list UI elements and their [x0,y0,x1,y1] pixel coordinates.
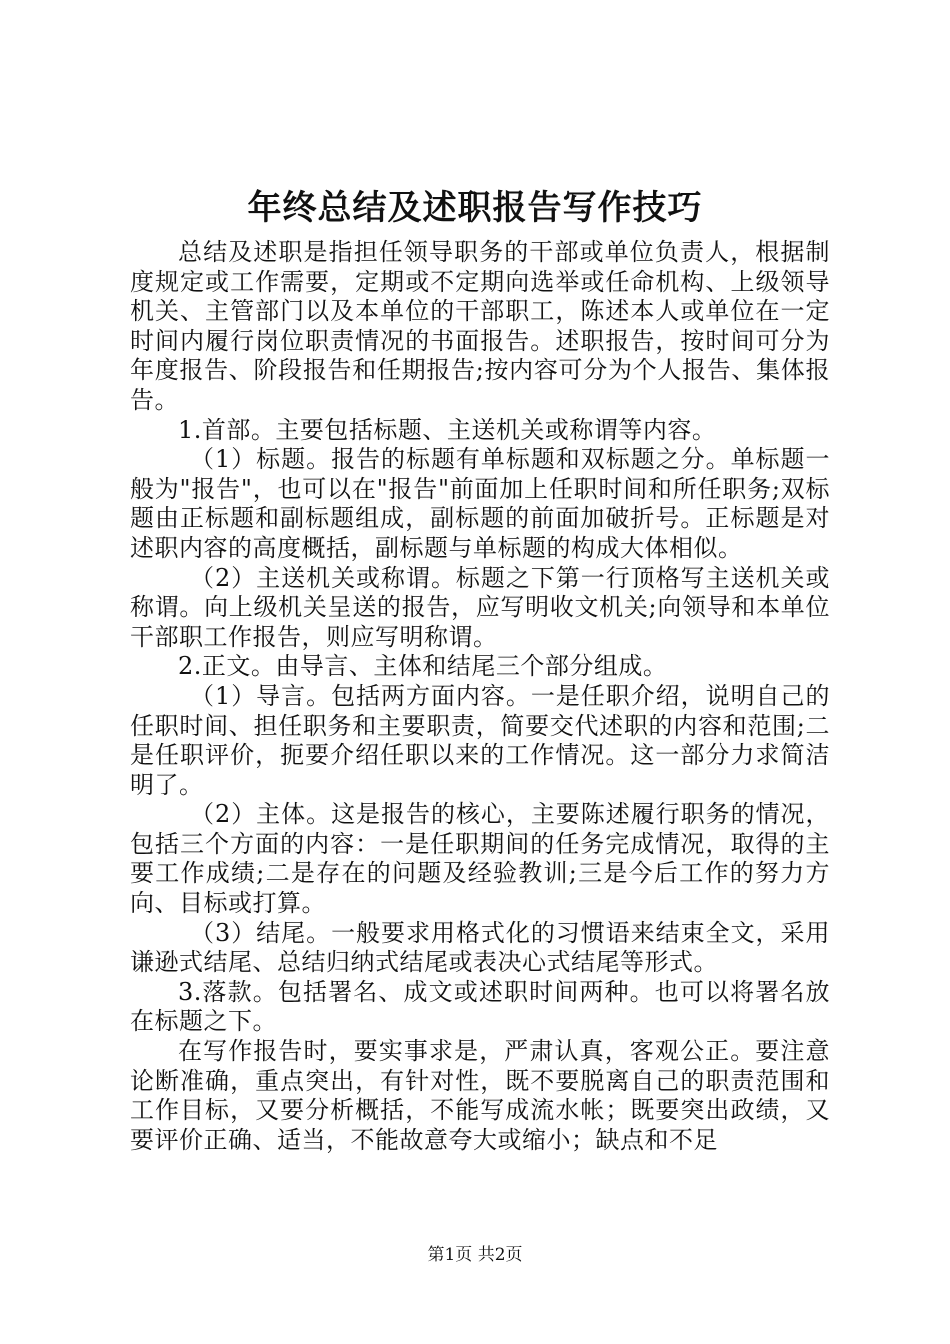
paragraph-section-2-2: （2）主体。这是报告的核心，主要陈述履行职务的情况，包括三个方面的内容：一是任职期间的任务完成情况，取得的主要工作成绩;二是存在的问题及经验教训;三是今后工作的努力方向、目标或打算。 [130,800,830,918]
paragraph-section-3: 3.落款。包括署名、成文或述职时间两种。也可以将署名放在标题之下。 [130,977,830,1036]
paragraph-section-2-1: （1）导言。包括两方面内容。一是任职介绍，说明自己的任职时间、担任职务和主要职责，简要交代述职的内容和范围;二是任职评价，扼要介绍任职以来的工作情况。这一部分力求简洁明了。 [130,681,830,799]
paragraph-section-2-3: （3）结尾。一般要求用格式化的习惯语来结束全文，采用谦逊式结尾、总结归纳式结尾或表决心式结尾等形式。 [130,918,830,977]
paragraph-intro: 总结及述职是指担任领导职务的干部或单位负责人，根据制度规定或工作需要，定期或不定期向选举或任命机构、上级领导机关、主管部门以及本单位的干部职工，陈述本人或单位在一定时间内履行岗位职责情况的书面报告。述职报告，按时间可分为年度报告、阶段报告和任期报告;按内容可分为个人报告、集体报告。 [130,238,830,414]
paragraph-section-1-2: （2）主送机关或称谓。标题之下第一行顶格写主送机关或称谓。向上级机关呈送的报告，应写明收文机关;向领导和本单位干部职工作报告，则应写明称谓。 [130,563,830,651]
document-body [130,238,830,1155]
paragraph-section-1-1: （1）标题。报告的标题有单标题和双标题之分。单标题一般为"报告"，也可以在"报告"前面加上任职时间和所任职务;双标题由正标题和副标题组成，副标题的前面加破折号。正标题是对述职内容的高度概括，副标题与单标题的构成大体相似。 [130,445,830,562]
paragraph-writing-notes: 在写作报告时，要实事求是，严肃认真，客观公正。要注意论断准确，重点突出，有针对性，既不要脱离自己的职责范围和工作目标，又要分析概括，不能写成流水帐；既要突出政绩，又要评价正确、适当，不能故意夸大或缩小；缺点和不足 [130,1037,830,1154]
page-number-footer: 第1页 共2页 [427,1245,523,1265]
paragraph-section-2: 2.正文。由导言、主体和结尾三个部分组成。 [178,652,668,681]
paragraph-section-1: 1.首部。主要包括标题、主送机关或称谓等内容。 [178,415,717,444]
document-title: 年终总结及述职报告写作技巧 [247,188,703,228]
